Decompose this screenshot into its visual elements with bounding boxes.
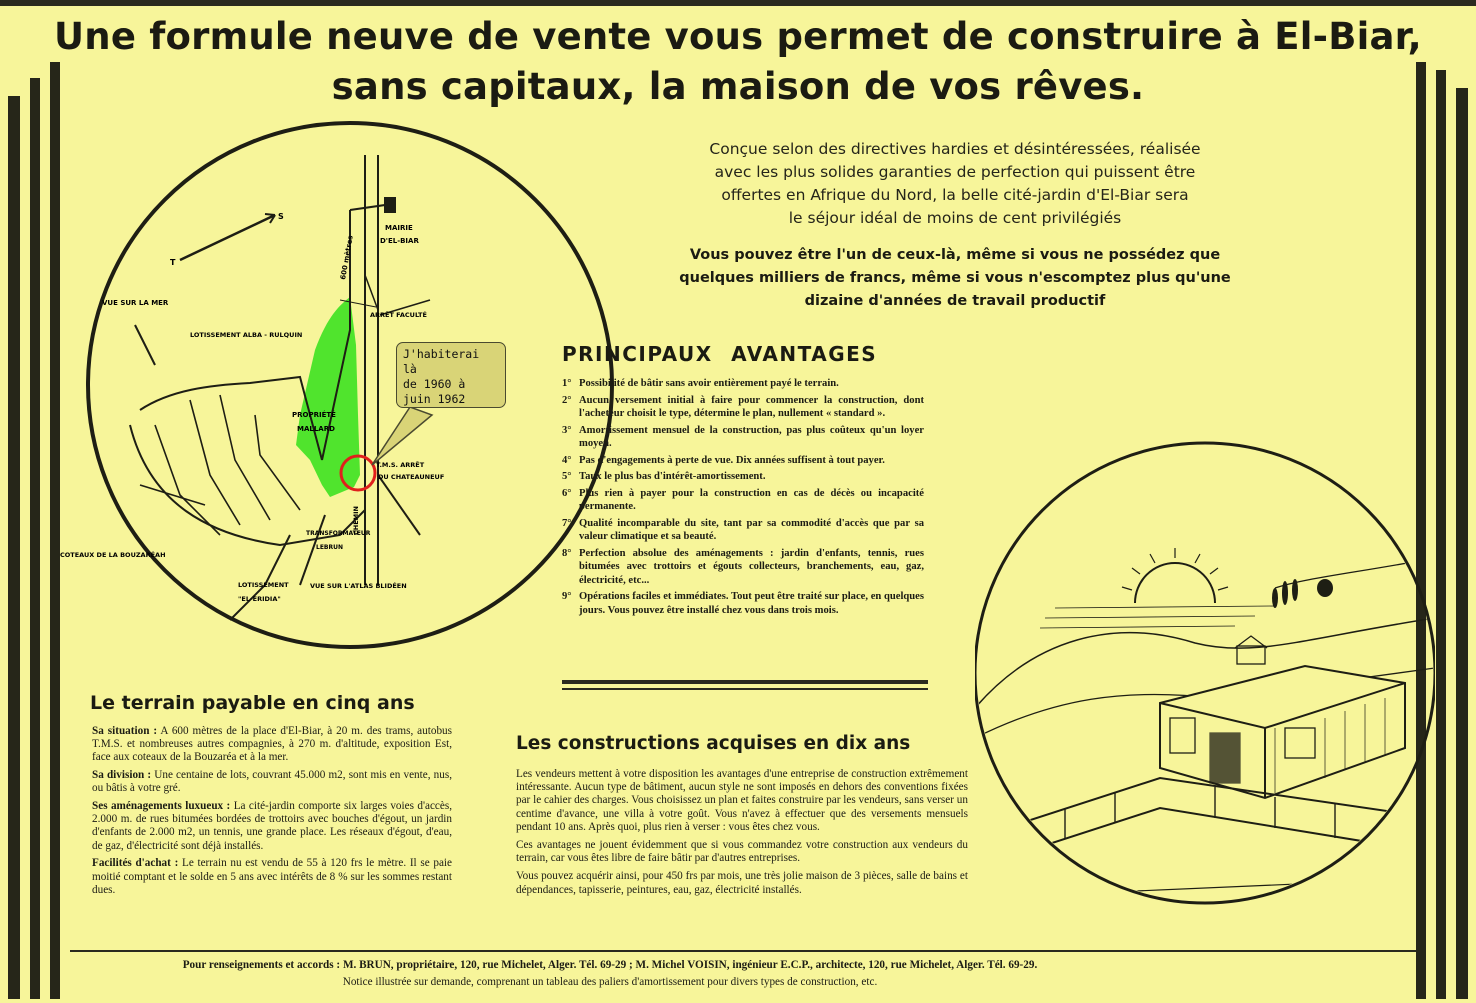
intro-line: Conçue selon des directives hardies et désintéressées, réalisée — [709, 140, 1201, 158]
terrain-paragraph — [92, 857, 452, 897]
terrain-paragraph — [92, 725, 452, 765]
left-border-bar-inner — [50, 62, 60, 999]
intro-line: le séjour idéal de moins de cent privilégiés — [788, 209, 1122, 227]
terrain-text — [92, 725, 452, 901]
fence-posts — [1015, 787, 1395, 855]
trees — [1272, 579, 1333, 608]
terrain-paragraph — [92, 769, 452, 795]
intro-text — [662, 138, 1248, 230]
lot-street-3 — [255, 415, 300, 510]
advantage-item — [562, 517, 924, 544]
intro-bold-line: dizaine d'années de travail productif — [804, 293, 1106, 309]
advantage-text: Aucun versement initial à faire pour commencer la construction, dont l'acheteur choisit le type, détermine le plan, nullement « standard ». — [579, 394, 924, 419]
constructions-paragraph: Vous pouvez acquérir ainsi, pour 450 frs par mois, une très jolie maison de 3 pièces, salle de bains et dépendances, tapisserie, peintures, eau, gaz, électricité installés. — [516, 870, 968, 896]
terrain-body: Le terrain nu est vendu de 55 à 120 frs le mètre. Il se paie moitié comptant et le solde en 5 ans avec intérêts de 8 % sur les sommes restant dues. — [92, 857, 452, 896]
map-label-mallard: MALLARD — [297, 425, 335, 433]
map-label-lebrun: LEBRUN — [316, 544, 344, 551]
road-east — [378, 475, 420, 535]
left-border-bar-middle — [30, 78, 40, 999]
advantages-divider-thin — [562, 688, 928, 690]
map-label-arret-faculte: ARRÊT FACULTÉ — [370, 311, 427, 319]
map-label-s: S — [278, 212, 284, 221]
intro-bold-line: quelques milliers de francs, même si vous n'escomptez plus qu'une — [679, 270, 1231, 286]
map-label-chateauneuf: DU CHATEAUNEUF — [378, 473, 445, 481]
advantage-text: Opérations faciles et immédiates. Tout peut être traité sur place, en quelques jours. Vous pouvez être installé chez vous dans trois mois. — [579, 591, 924, 616]
right-border-bar-middle — [1436, 70, 1446, 999]
intro-bold-line: Vous pouvez être l'un de ceux-là, même si vous ne possédez que — [689, 247, 1221, 263]
fence-top — [975, 778, 1435, 838]
advantage-item — [562, 394, 924, 421]
map-label-vue-mer: VUE SUR LA MER — [102, 299, 169, 307]
sea — [1040, 606, 1275, 628]
top-rule — [0, 0, 1476, 6]
advantage-item — [562, 470, 924, 483]
mairie-building — [384, 197, 396, 213]
headline-line-2: sans capitaux, la maison de vos rêves. — [331, 65, 1145, 108]
map-label-el-biar: D'EL-BIAR — [380, 237, 419, 245]
advantage-text: Qualité incomparable du site, tant par sa commodité d'accès que par sa valeur climatique et sa beauté. — [579, 517, 924, 543]
constructions-text — [516, 768, 968, 902]
road-line — [975, 878, 1435, 898]
intro-bold-text — [662, 244, 1248, 313]
advantage-number: 6° — [562, 487, 572, 499]
terrain-title: Le terrain payable en cinq ans — [90, 692, 415, 714]
road-line-2 — [975, 908, 1435, 928]
terrain-body: A 600 mètres de la place d'El-Biar, à 20 m. des trams, autobus T.M.S. et nombreuses autres compagnies, à 270 m. d'altitude, exposition Est, face aux coteaux de la Bouzaréa et à la mer. — [92, 725, 452, 764]
map-label-vue-atlas: VUE SUR L'ATLAS BLIDÉEN — [310, 582, 407, 590]
terrain-body: La cité-jardin comporte six larges voies d'accès, 2.000 m. de rues bitumées bordées de trottoirs avec bouches d'égout, un jardin d'enfants de 2.000 m2, un tennis, une grande place. Les réseaux d'égout, d'eau, de gaz, d'électricité sont déjà installés. — [92, 800, 452, 852]
terrain-body: Une centaine de lots, couvrant 45.000 m2, sont mis en vente, nus, ou bâtis à votre gré. — [92, 769, 452, 795]
advantage-number: 2° — [562, 394, 572, 406]
advantage-text: Perfection absolue des aménagements : jardin d'enfants, tennis, rues bitumées avec trottoirs et égouts collecteurs, branchements, eau, gaz, électricité, etc... — [579, 547, 924, 586]
map-label-lot-alba: LOTISSEMENT ALBA - RULQUIN — [190, 331, 303, 339]
advantage-number: 8° — [562, 547, 572, 559]
headline — [0, 12, 1476, 112]
bubble-pointer — [372, 407, 432, 465]
advantage-item — [562, 547, 924, 587]
advantage-item — [562, 424, 924, 451]
bubble-line: juin 1962 — [403, 392, 466, 406]
map-label-chemin: CHEMIN — [352, 506, 360, 535]
house-svg — [975, 408, 1435, 948]
road-to-mairie — [350, 205, 385, 210]
advantage-number: 5° — [562, 471, 572, 483]
advantage-text: Taux le plus bas d'intérêt-amortissement. — [579, 471, 766, 483]
road-west — [140, 485, 205, 505]
main-house-outline — [1160, 666, 1405, 798]
map-label-transformateur: TRANSFORMATEUR — [306, 530, 371, 537]
bubble-line: de 1960 à — [403, 377, 466, 391]
advantages-divider-thick — [562, 680, 928, 684]
footer-contacts: Pour renseignements et accords : M. BRUN, propriétaire, 120, rue Michelet, Alger. Tél. 69-29 ; M. Michel VOISIN, ingénieur E.C.P., architecte, 120, rue Michelet, Alger. Tél. 69-29. — [182, 959, 1038, 971]
footer-divider — [70, 950, 1416, 952]
constructions-paragraph: Les vendeurs mettent à votre disposition les avantages d'une entreprise de construction extrêmement intéressante. Aucun type de bâtiment, aucun style ne sont imposés en dehors des conventions fixées par le cahier des charges. Vous choisissez un plan et faites construire par les vendeurs, sans verser un centime d'avance, une villa à votre goût. Vous n'avez à effectuer que des versements mensuels pendant 10 ans. Après quoi, plus rien à verser : vous êtes chez vous. — [516, 768, 968, 833]
advantage-item — [562, 487, 924, 514]
road-south-west — [230, 535, 290, 620]
map-label-mairie: MAIRIE — [385, 224, 413, 232]
map-label-propriete: PROPRIÉTÉ — [292, 411, 336, 419]
terrain-paragraph — [92, 800, 452, 853]
advantage-number: 1° — [562, 378, 572, 389]
house-circle-frame — [975, 443, 1435, 903]
advantage-number: 9° — [562, 591, 572, 603]
house-illustration — [975, 408, 1435, 948]
sun — [1135, 563, 1215, 603]
footer — [70, 957, 1150, 991]
advantage-number: 4° — [562, 454, 572, 466]
annotation-bubble — [396, 342, 506, 408]
terrain-label: Sa division : — [92, 769, 152, 782]
map-label-t: T — [170, 258, 176, 267]
map-label-el-eridia: "EL-ERIDIA" — [238, 595, 281, 603]
advantage-number: 7° — [562, 517, 572, 529]
advantages-list — [562, 377, 924, 620]
map-illustration — [60, 115, 640, 655]
advantage-item — [562, 454, 924, 467]
advantages-title: PRINCIPAUX AVANTAGES — [562, 342, 878, 366]
terrain-label: Sa situation : — [92, 725, 158, 737]
lot-street-4 — [155, 425, 220, 535]
left-border-bar-outer — [8, 96, 20, 999]
footer-notice: Notice illustrée sur demande, comprenant un tableau des paliers d'amortissement pour divers types de construction, etc. — [342, 976, 878, 988]
advantage-text: Possibilité de bâtir sans avoir entièrement payé le terrain. — [579, 378, 839, 389]
intro-line: offertes en Afrique du Nord, la belle cité-jardin d'El-Biar sera — [721, 186, 1189, 204]
map-label-coteaux: COTEAUX DE LA BOUZARÉAH — [60, 551, 166, 559]
advantage-number: 3° — [562, 424, 572, 436]
terrain-label: Facilités d'achat : — [92, 857, 179, 870]
advantage-text: Pas d'engagements à perte de vue. Dix années suffisent à tout payer. — [579, 454, 885, 466]
terrain-label: Ses aménagements luxueux : — [92, 800, 231, 813]
advantage-text: Plus rien à payer pour la construction en cas de décès ou incapacité permanente. — [579, 487, 924, 513]
map-label-metres: 600 mètres — [339, 234, 355, 281]
advantage-item — [562, 377, 924, 390]
advantage-text: Amortissement mensuel de la construction, pas plus coûteux qu'un loyer moyen. — [579, 424, 924, 449]
map-svg — [60, 115, 640, 655]
sun-rays — [1122, 548, 1228, 590]
main-house-door — [1210, 733, 1240, 783]
headline-line-1: Une formule neuve de vente vous permet de construire à El-Biar, — [54, 15, 1422, 58]
arrow-north — [180, 215, 275, 260]
bubble-line: J'habiterai là — [403, 347, 480, 376]
right-border-bar-outer — [1456, 88, 1468, 999]
intro-line: avec les plus solides garanties de perfection qui puissent être — [714, 163, 1196, 181]
lot-street-1 — [190, 400, 240, 525]
advantage-item — [562, 590, 924, 617]
constructions-paragraph: Ces avantages ne jouent évidemment que si vous commandez votre construction aux vendeurs du terrain, car vous êtes libre de faire bâtir par d'autres entreprises. — [516, 839, 968, 865]
map-label-lotissement: LOTISSEMENT — [238, 581, 289, 589]
arrow-sea — [135, 325, 155, 365]
constructions-title: Les constructions acquises en dix ans — [516, 733, 911, 754]
map-label-tms-arret: T.M.S. ARRÊT — [376, 461, 425, 469]
